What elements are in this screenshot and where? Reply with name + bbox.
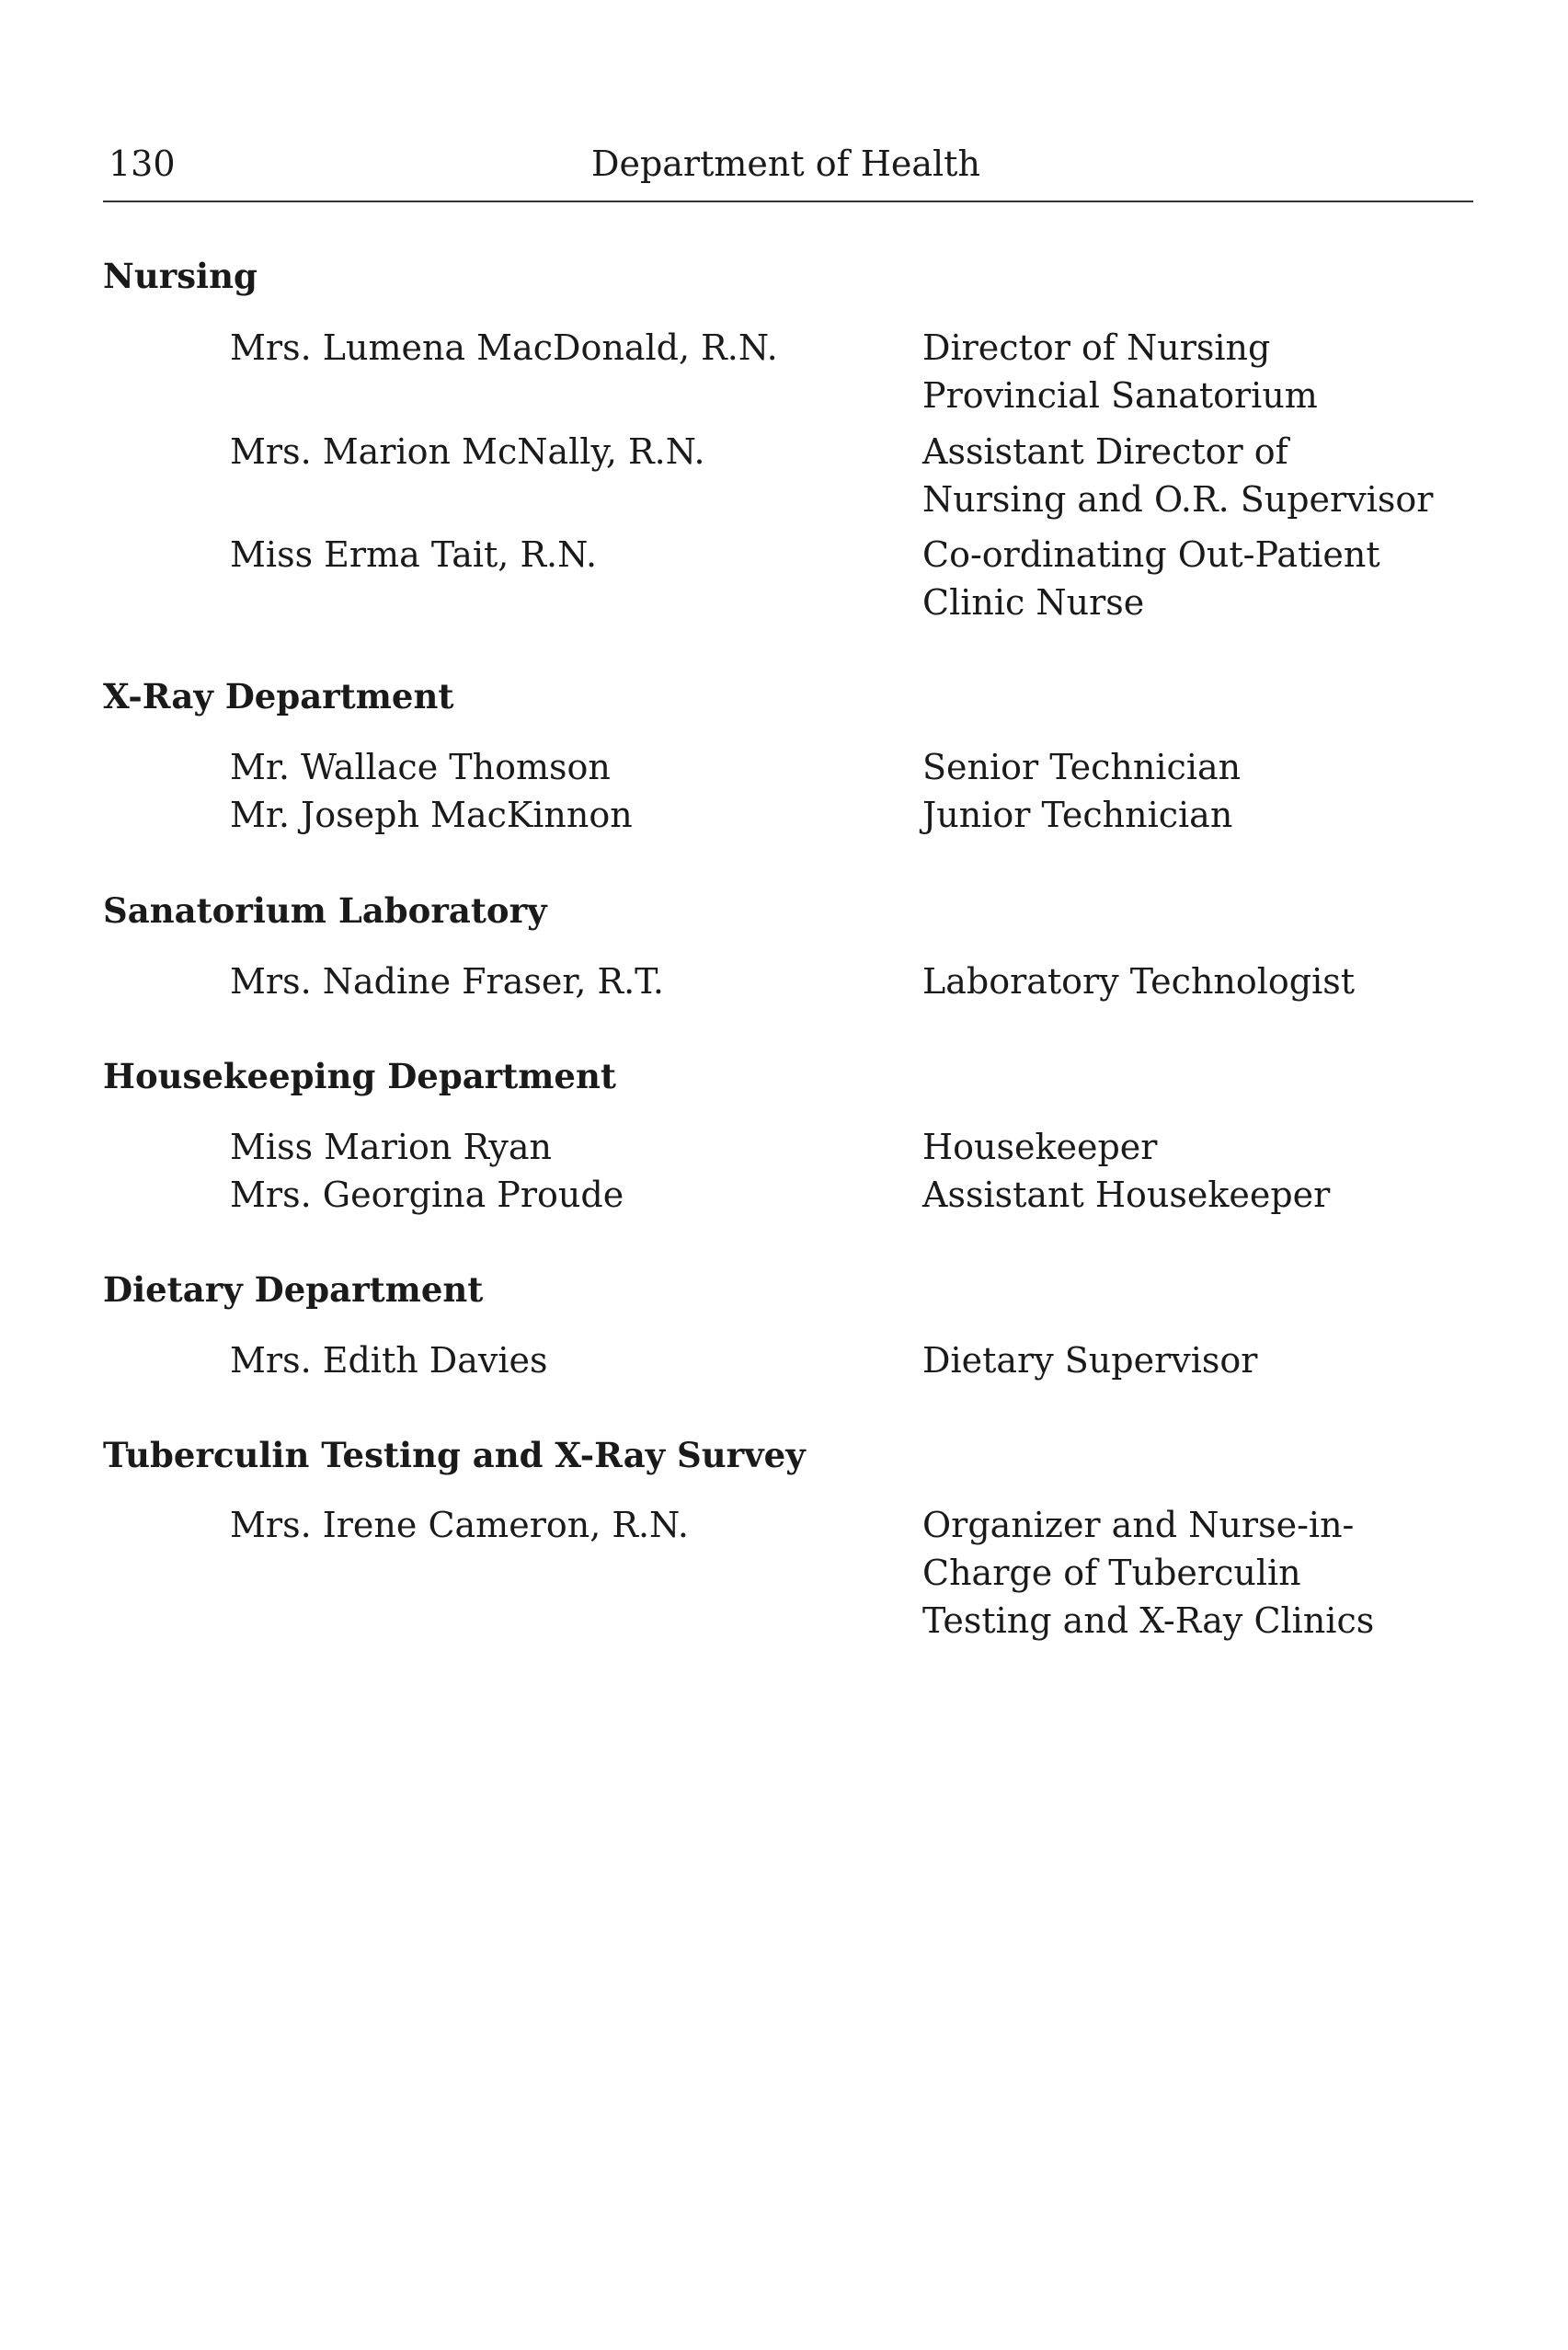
staff-name: Mrs. Georgina Proude (230, 1175, 624, 1215)
staff-name: Mrs. Irene Cameron, R.N. (230, 1505, 689, 1545)
section-heading-tuberculin: Tuberculin Testing and X-Ray Survey (103, 1435, 806, 1475)
staff-title: Director of Nursing (922, 327, 1271, 368)
section-heading-x-ray: X-Ray Department (103, 676, 454, 716)
staff-title: Provincial Sanatorium (922, 375, 1318, 416)
staff-title: Assistant Director of (922, 431, 1288, 472)
staff-title: Organizer and Nurse-in- (922, 1505, 1355, 1545)
staff-title: Testing and X-Ray Clinics (922, 1600, 1375, 1641)
staff-name: Miss Marion Ryan (230, 1127, 552, 1167)
staff-title: Housekeeper (922, 1127, 1158, 1167)
staff-name: Miss Erma Tait, R.N. (230, 534, 598, 575)
page-number: 130 (109, 143, 176, 184)
staff-title: Senior Technician (922, 747, 1242, 787)
staff-title: Charge of Tuberculin (922, 1553, 1301, 1593)
staff-name: Mrs. Lumena MacDonald, R.N. (230, 327, 778, 368)
running-title: Department of Health (591, 143, 980, 184)
staff-name: Mr. Joseph MacKinnon (230, 795, 633, 835)
staff-title: Clinic Nurse (922, 582, 1145, 623)
section-heading-nursing: Nursing (103, 256, 258, 296)
staff-name: Mrs. Nadine Fraser, R.T. (230, 961, 665, 1002)
header-rule (103, 201, 1473, 202)
section-heading-housekeeping: Housekeeping Department (103, 1056, 616, 1096)
staff-title: Co-ordinating Out-Patient (922, 534, 1380, 575)
section-heading-laboratory: Sanatorium Laboratory (103, 890, 547, 931)
staff-name: Mr. Wallace Thomson (230, 747, 611, 787)
staff-title: Junior Technician (922, 795, 1233, 835)
staff-title: Dietary Supervisor (922, 1340, 1258, 1381)
staff-title: Assistant Housekeeper (922, 1175, 1331, 1215)
staff-name: Mrs. Edith Davies (230, 1340, 548, 1381)
staff-title: Nursing and O.R. Supervisor (922, 479, 1434, 520)
section-heading-dietary: Dietary Department (103, 1269, 484, 1310)
running-header (109, 136, 1470, 191)
staff-title: Laboratory Technologist (922, 961, 1356, 1002)
staff-name: Mrs. Marion McNally, R.N. (230, 431, 705, 472)
